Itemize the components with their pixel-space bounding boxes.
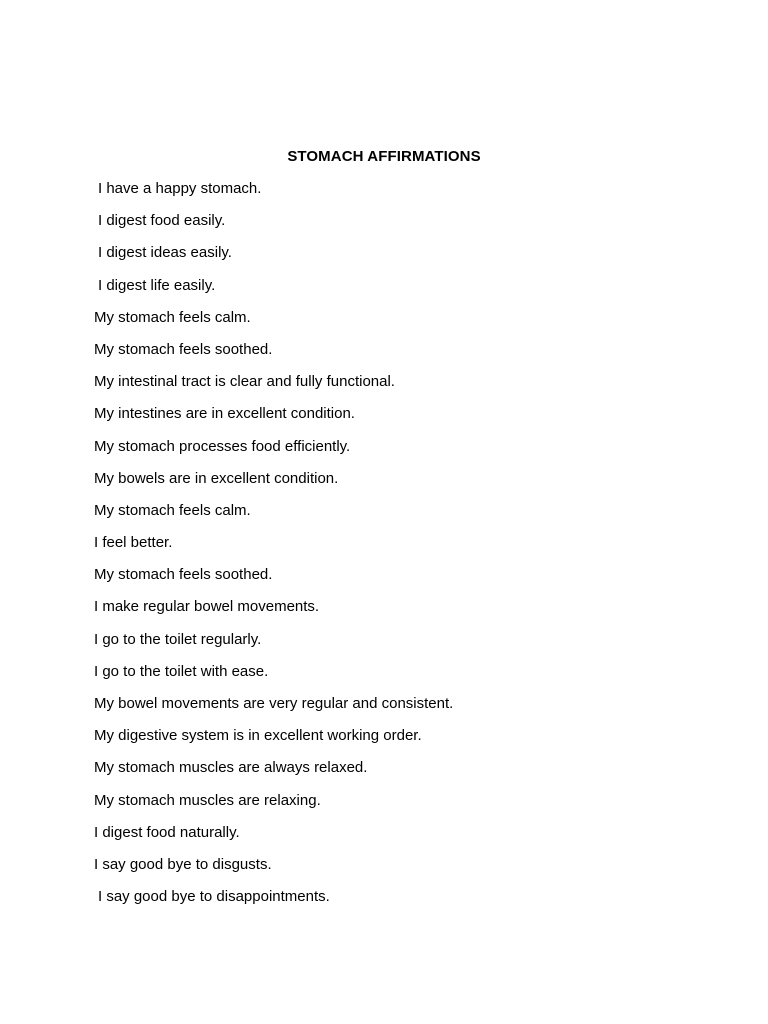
affirmation-line: My stomach muscles are relaxing. <box>94 791 321 809</box>
affirmation-line: I go to the toilet regularly. <box>94 630 262 648</box>
affirmation-line: I digest ideas easily. <box>98 244 232 262</box>
affirmation-line: I digest life easily. <box>98 276 216 294</box>
affirmation-line: I say good bye to disgusts. <box>94 855 272 873</box>
affirmation-line: My digestive system is in excellent working order. <box>94 727 422 745</box>
document-title: STOMACH AFFIRMATIONS <box>287 148 481 165</box>
affirmation-line: I have a happy stomach. <box>98 180 262 197</box>
affirmation-line: I say good bye to disappointments. <box>98 888 330 906</box>
affirmation-line: I digest food easily. <box>98 212 226 230</box>
affirmation-line: My intestines are in excellent condition. <box>94 405 355 423</box>
affirmation-line: I make regular bowel movements. <box>94 598 320 616</box>
affirmation-list <box>94 179 453 919</box>
affirmation-line: My stomach processes food efficiently. <box>94 437 351 455</box>
affirmation-line: My stomach feels soothed. <box>94 566 273 584</box>
affirmation-line: My stomach feels soothed. <box>94 340 273 358</box>
affirmation-line: My bowels are in excellent condition. <box>94 469 339 487</box>
affirmation-line: My stomach muscles are always relaxed. <box>94 759 368 777</box>
affirmation-line: My stomach feels calm. <box>94 308 251 326</box>
affirmation-line: I go to the toilet with ease. <box>94 662 269 680</box>
affirmation-line: My bowel movements are very regular and consistent. <box>94 695 454 712</box>
affirmation-line: My intestinal tract is clear and fully functional. <box>94 373 395 391</box>
affirmation-line: My stomach feels calm. <box>94 501 251 519</box>
affirmation-line: I digest food naturally. <box>94 823 240 841</box>
affirmation-line: I feel better. <box>94 534 173 552</box>
